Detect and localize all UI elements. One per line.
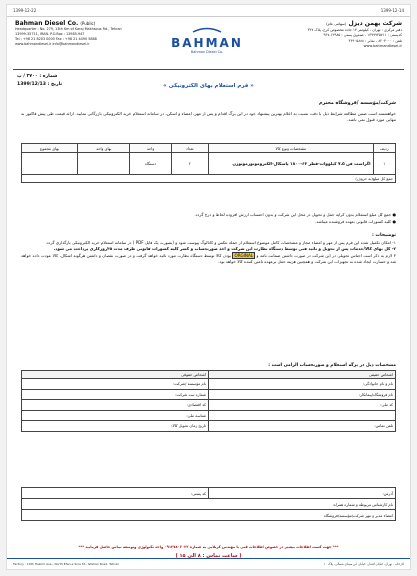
note-item-3: ۳ لازم به ذکر است اجناس تحویلی در این شرکت در صورت داشتن ضمانت نامه و ORGINAL بودن کالا توسط دستگاه نظارت مورد تائید خواهد گرفت و در صورت نقصان و داشتن هرگونه اشکال، کالا عودت داده خواهد شد و خسارت ایجاد شده به تجهیزات این شرکت و همچنین هزینه حمل برعهده تامین کننده کالا خواهد بود. (21, 252, 396, 265)
delivery-date-field[interactable]: تاریخ زمان تحویل کالا: (22, 421, 209, 432)
number-value: ۲۷۰۰ / پ (17, 74, 38, 79)
number-label: شماره : (39, 74, 58, 79)
signature-field[interactable]: امضاء مدیر و مهر شرکت/مؤسسه/فروشگاه (22, 510, 396, 521)
economic-code-field[interactable]: کد اقتصادی: (22, 400, 209, 411)
table-row (22, 400, 396, 411)
logo-subtitle: Bahman Diesel Co. (190, 50, 224, 54)
english-company-type: (Public) (80, 21, 96, 26)
contact-hours: ( ساعت تماس : ۸ الی ۱۵ ) (175, 553, 242, 559)
english-company-name: Bahman Diesel Co. (15, 20, 79, 27)
notes-title: توضیحات : (371, 233, 396, 239)
items-header-row (22, 144, 396, 153)
contact-note: *** جهت کسب اطلاعات بیشتر در خصوص اطلاعات فنی با مهندس کربلایی به شماره ۰۹۱۲۷۸۰۶۰۲۲ واحد تکنولوژی وتوسعه تماس حاصل فرمایید *** (78, 545, 339, 549)
legal-header: اشخاص حقوقی (22, 371, 209, 379)
spec-caption: مشخصات ذیل در برگه استعلام و صورتحساب الزامی است : (268, 363, 396, 368)
table-row (22, 389, 396, 400)
sum-row (22, 175, 396, 183)
phone-field[interactable]: تلفن تماس: (209, 421, 396, 432)
english-web-line: www.bahmandiesel.ir info@bahmandiesel.ir (15, 42, 90, 46)
note-item-1: ۱- امکان تکمیل شده این فرم پس از مهر و امضاء مجاز و مشخصات کامل موضوع استعلام از جمله عکس و کاتالوگ پیوست شود و (بصورت یک فایل PDF ) در سامانه استعلام خرید الکترونیکی بارگذاری گردد. (45, 239, 396, 245)
persian-web-line: www.bahmandiesel.ir (363, 43, 402, 48)
note-bullet: ● جمع کل مبلغ استعلام بدون کرایه حمل و تحویل در محل این شرکت و بدون احتساب ارزش افزوده لحاظ و درج گردد. (194, 212, 396, 217)
letterhead (7, 19, 410, 71)
intro-paragraph: خواهشمند است ضمن مطالعه شرایط ذیل با دقت نسبت به اعلام بهترین پیشنهاد خود در این برگ اقدام و پس از مهر، امضاء و اسکن، در سامانه استعلام خرید الکترونیکی بازرگانی نمایید. ارائه قیمت طی پیش فاکتور به تنهایی مورد قبول نمی باشد. (21, 111, 396, 123)
page-footer (7, 558, 410, 569)
shop-name-field[interactable]: نام فروشگاه/پیمانکار: (209, 389, 396, 400)
address-table (21, 487, 396, 521)
col-index-header: ردیف (373, 144, 395, 153)
address-section (21, 487, 396, 521)
spec-header-row (22, 371, 396, 379)
logo-text: BAHMAN (171, 36, 243, 50)
persian-company-type: (سهامی عام) (326, 22, 347, 26)
col-unit-header: واحد (130, 144, 171, 153)
postal-code-field[interactable]: کد پستی: (22, 488, 209, 499)
expert-field[interactable]: نام کارشناس مربوطه و شماره همراه: (22, 499, 396, 510)
row-description: اگزاست فن ۷.۵ کیلووات-قطر ۶۳-۱۸۰۰ پاسکال-الکتروموتورموتوژن (209, 153, 374, 175)
col-unit-price-header: بهای واحد (78, 144, 130, 153)
addressee: شرکت/مؤسسه /فروشگاه محترم (318, 101, 396, 106)
table-row (22, 379, 396, 390)
table-row (22, 510, 396, 521)
table-row (22, 421, 396, 432)
footer-english: Factory : 10th Hakimi Ave., North Efan-e Sina St., Isfahan Road, Tehran (13, 562, 120, 566)
row-qty: ۲ (171, 153, 208, 175)
table-row (22, 410, 396, 421)
footer-persian: کارخانه : تهران، خیابان اقتدار، خیابان ابن سینای شمالی، پلاک ۱۰ (323, 562, 404, 566)
persian-address-line: دفتر مرکزی : تهران ، کیلومتر ۱۳ جاده مخصوص کرج، پلاک ۳۲۷ (307, 28, 402, 33)
row-unit: دستگاه (130, 153, 171, 175)
letterhead-persian (252, 21, 402, 49)
table-row (22, 153, 396, 175)
row-index: ۱ (373, 153, 395, 175)
english-contact-line: Tel : +98 21 8203 0000 Fax : +98 21 4490 5888 (15, 37, 97, 41)
national-id-field[interactable]: شناسه ملی: (22, 410, 209, 421)
col-total-header: بهای مجموع (22, 144, 78, 153)
original-highlight: ORGINAL (234, 252, 254, 258)
note-item-2: ۲- کل بهای کالا/خدمات پس از تحویل و تائید فنی توسط دستگاه نظارت این شرکت و اخذ صورتحساب و کسر کلیه کسورات قانونی ظرف مدت ۴۵روزکاری پرداخت می شود. (53, 246, 396, 252)
letterhead-divider (13, 69, 404, 70)
company-name-field[interactable]: نام مؤسسه /شرکت: (22, 379, 209, 390)
persian-address-line: کدپستی : ۱۳۹۹۹۳۵۷۱۱ - صندوق پستی : ۱۳۹۸۵-۹۴۷ (323, 33, 402, 38)
form-title: « فرم استعلام بهای الکترونیکی » (163, 83, 254, 89)
english-address-line: Headquarter : No. 279, 13th Km of Karaj Makhsous Rd., Tehran (15, 27, 122, 31)
persian-contact-line: تلفن : ۸۲۰۳۰۰۰ - نمابر : ۴۴۹۰۵۸۸۸ (348, 38, 402, 43)
spec-section (21, 363, 396, 432)
registration-field[interactable]: شماره ثبت شرکت: (22, 389, 209, 400)
english-address-line: 13999-35711, IRAN. P.O.Box : 13985-947 (15, 32, 85, 36)
top-date-left: 1399-12-22 (13, 8, 37, 13)
items-table (21, 143, 396, 183)
row-unit-price-field[interactable] (78, 153, 130, 175)
sum-label[interactable]: جمع کل مبلغ(به حروف) (22, 175, 396, 183)
spec-table (21, 370, 396, 432)
national-code-field[interactable]: کد ملی: (209, 400, 396, 411)
persian-company-name: شرکت بهمن دیزل (348, 20, 402, 27)
table-row (22, 499, 396, 510)
notes-section (21, 212, 396, 266)
table-row (22, 488, 396, 499)
row-total-field[interactable] (22, 153, 78, 175)
top-date-right: 1399-12-14 (380, 8, 404, 13)
address-field[interactable]: آدرس: (209, 488, 396, 499)
col-description-header: مشخصات ونوع کالا (209, 144, 374, 153)
note-bullet: ● کلیه کسورات قانونی بعهده فروشنده میباشد. (314, 218, 396, 224)
document-page (6, 4, 411, 570)
date-value: 1399/12/13 (17, 82, 46, 87)
col-qty-header: تعداد (171, 144, 208, 153)
date-label: تاریخ : (47, 82, 63, 87)
top-date-bar (7, 5, 410, 17)
logo-swoosh-icon (192, 27, 222, 33)
empty-cell (209, 410, 396, 421)
individual-header: اشخاص حقیقی (209, 371, 396, 379)
name-field[interactable]: نام و نام خانوادگی: (209, 379, 396, 390)
